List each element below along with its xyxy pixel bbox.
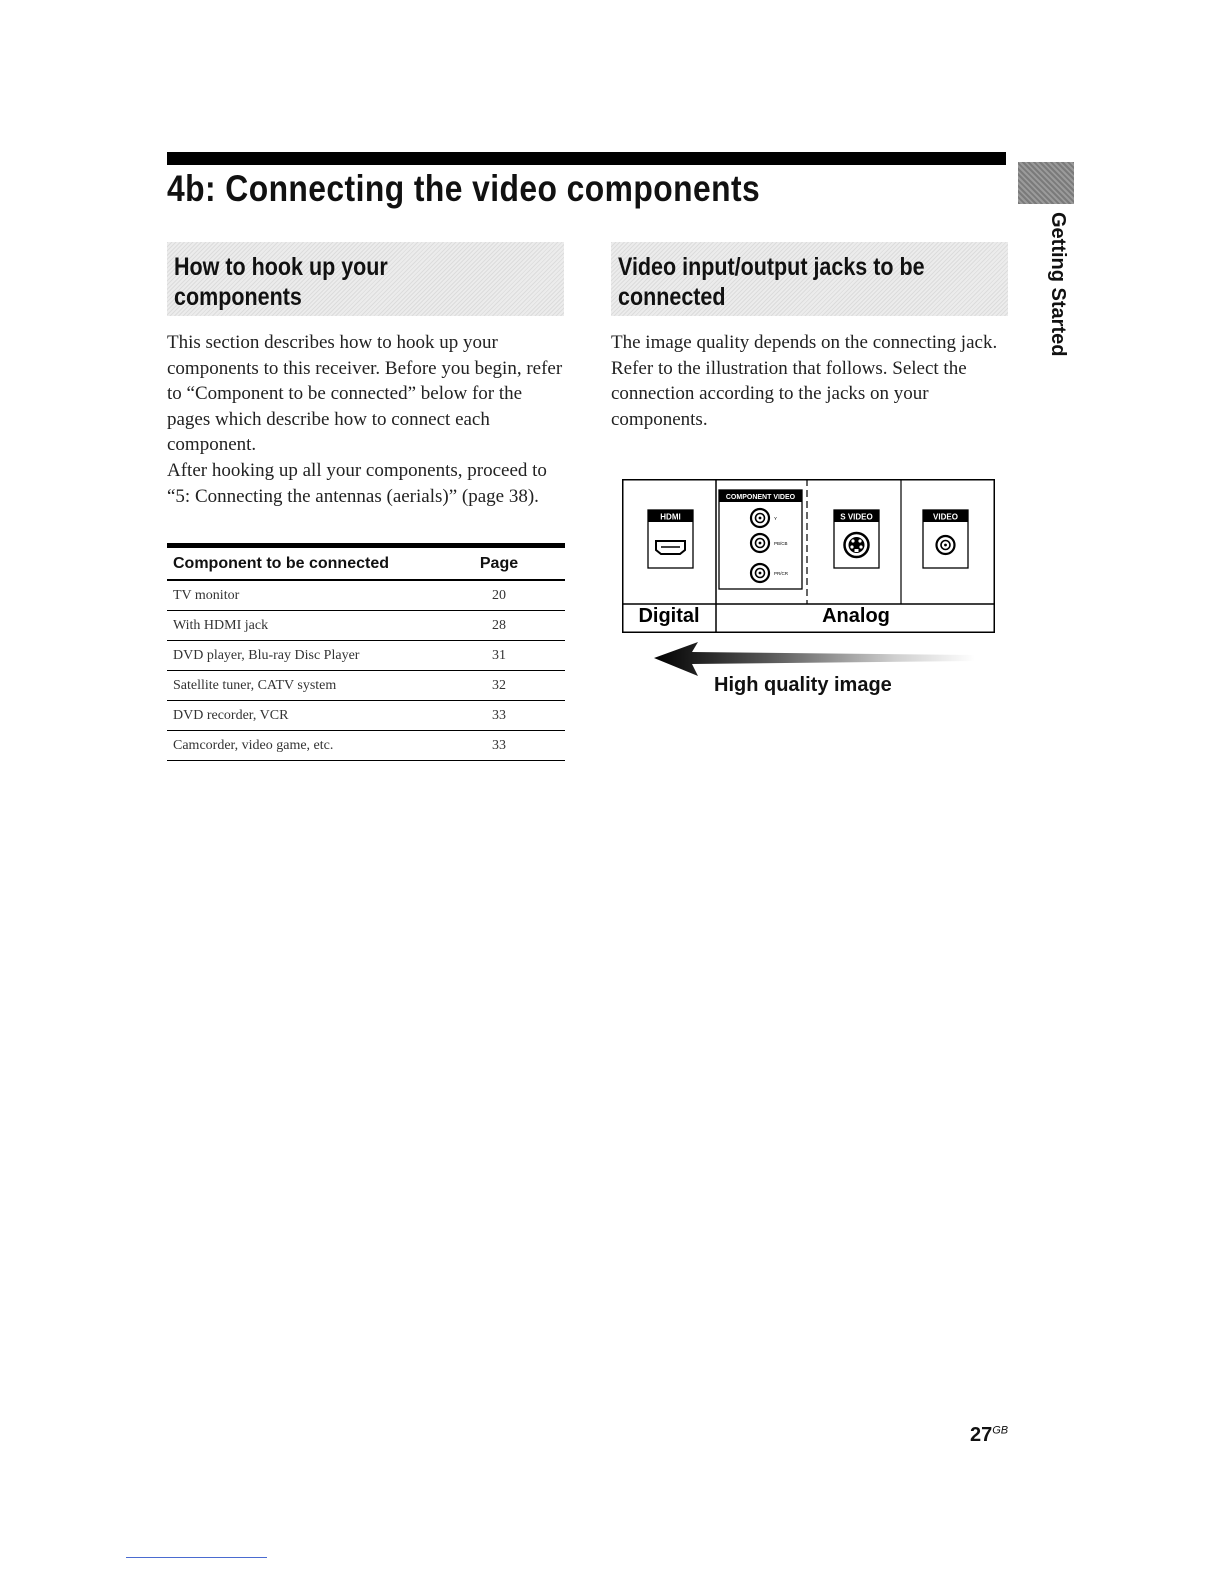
table-cell-page: 33 [433, 701, 565, 731]
high-quality-label: High quality image [714, 674, 892, 696]
hdmi-label: HDMI [660, 512, 681, 522]
right-subheading-band [611, 242, 1008, 316]
table-cell-component: DVD recorder, VCR [167, 701, 433, 731]
top-rule [167, 152, 1006, 165]
page-number-suffix: GB [992, 1424, 1009, 1437]
table-cell-component: DVD player, Blu-ray Disc Player [167, 641, 433, 671]
digital-label: Digital [638, 605, 700, 627]
table-row [167, 731, 565, 761]
hdmi-jack-icon [648, 510, 693, 568]
left-subheading [174, 252, 388, 312]
component-pr-label: PR/CR [774, 571, 789, 576]
s-video-jack-icon [834, 510, 879, 568]
section-tab-marker [1018, 162, 1074, 204]
table-row [167, 580, 565, 611]
video-label: VIDEO [933, 512, 958, 522]
page-title: 4b: Connecting the video components [167, 168, 761, 209]
right-subheading-line2: connected [618, 283, 726, 311]
intro-text [167, 330, 567, 509]
table-cell-page: 20 [433, 580, 565, 611]
quality-text [611, 330, 1011, 432]
table-row [167, 701, 565, 731]
table-header-page: Page [433, 546, 565, 581]
table-header-row [167, 546, 565, 581]
left-subheading-line2: components [174, 283, 302, 311]
table-cell-component: With HDMI jack [167, 611, 433, 641]
table-row [167, 641, 565, 671]
component-video-jack-icon [719, 490, 802, 589]
section-tab-label: Getting Started [1047, 212, 1069, 357]
table-cell-page: 28 [433, 611, 565, 641]
analog-label: Analog [822, 605, 890, 627]
left-subheading-line1: How to hook up your [174, 253, 388, 281]
table-row [167, 611, 565, 641]
table-header-component: Component to be connected [167, 546, 433, 581]
intro-paragraph-1: This section describes how to hook up your components to this receiver. Before you begin, refer to “Component to be connected” below for the pages which describe how to connect each component. [167, 332, 563, 456]
component-video-label: COMPONENT VIDEO [725, 494, 796, 501]
component-table [167, 543, 565, 761]
page-number-value: 27 [970, 1424, 993, 1446]
table-cell-page: 31 [433, 641, 565, 671]
composite-video-jack-icon [923, 510, 968, 568]
table-cell-page: 32 [433, 671, 565, 701]
table-cell-component: TV monitor [167, 580, 433, 611]
s-video-label: S VIDEO [840, 512, 873, 522]
footer-line [126, 1557, 267, 1558]
jack-diagram [622, 479, 995, 633]
quality-paragraph: The image quality depends on the connecting jack. Refer to the illustration that follows. Select the connection according to the jacks on your components. [611, 332, 998, 430]
page-number [970, 1424, 1008, 1447]
component-y-label: Y [774, 516, 778, 521]
table-cell-page: 33 [433, 731, 565, 761]
right-subheading [618, 252, 925, 312]
left-subheading-band [167, 242, 564, 316]
table-cell-component: Satellite tuner, CATV system [167, 671, 433, 701]
table-row [167, 671, 565, 701]
intro-paragraph-2: After hooking up all your components, proceed to “5: Connecting the antennas (aerials)” (page 38). [167, 459, 547, 507]
right-subheading-line1: Video input/output jacks to be [618, 253, 925, 281]
table-cell-component: Camcorder, video game, etc. [167, 731, 433, 761]
component-pb-label: PB/CB [774, 541, 788, 546]
